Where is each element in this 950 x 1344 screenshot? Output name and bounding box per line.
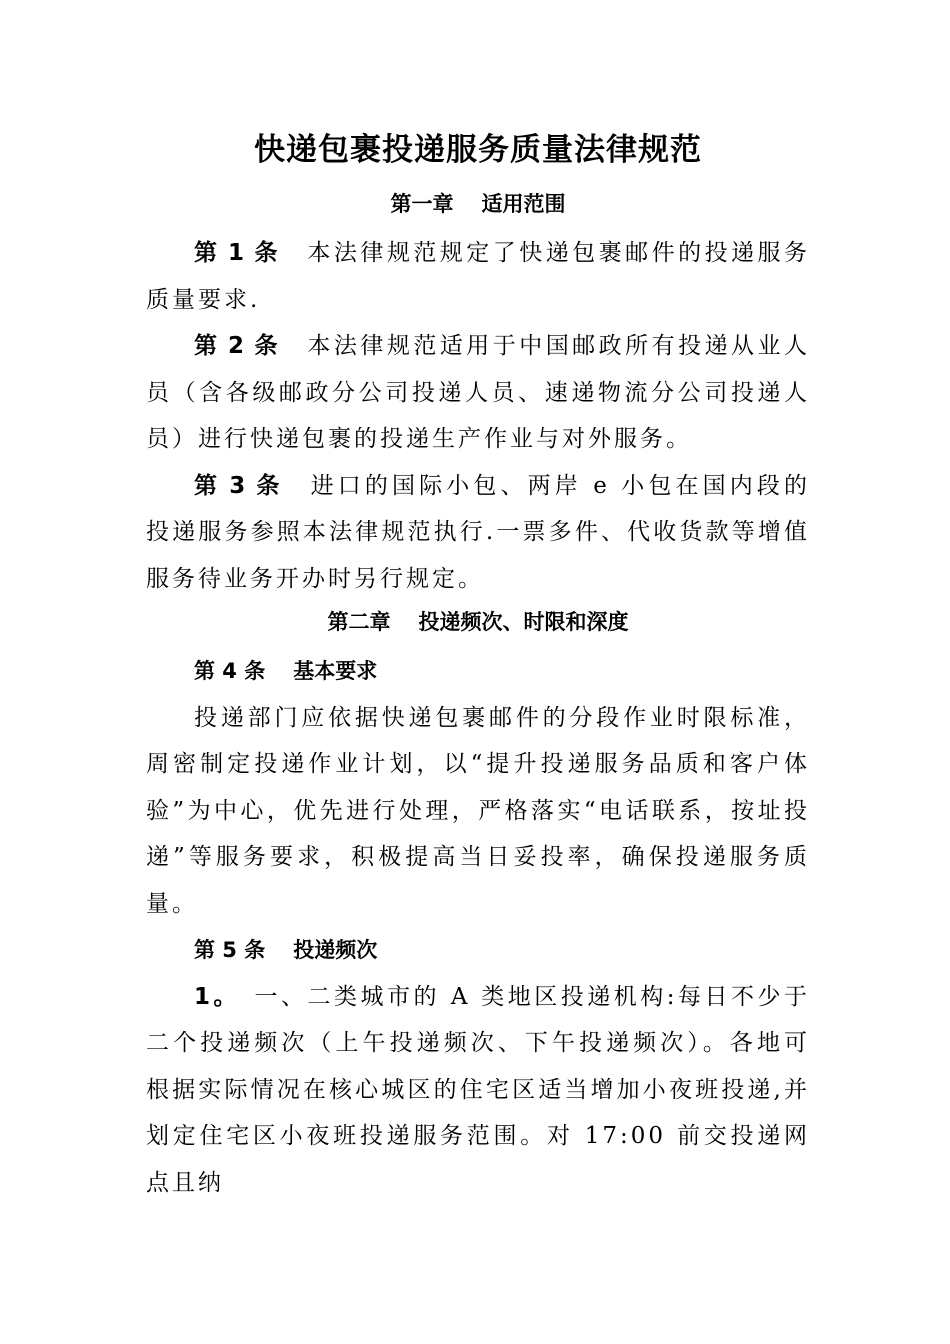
document-title: 快递包裹投递服务质量法律规范	[254, 132, 702, 168]
chapter-1-title: 适用范围	[481, 192, 566, 216]
article-3-text: 进口的国际小包、两岸 e 小包在国内段的投递服务参照本法律规范执行.一票多件、代收货款等增值服务待业务开办时另行规定。	[146, 472, 810, 592]
article-4-body: 投递部门应依据快递包裹邮件的分段作业时限标准，周密制定投递作业计划，以“提升投递服务品质和客户体验”为中心，优先进行处理，严格落实“电话联系，按址投递”等服务要求，积极提高当日妥投率，确保投递服务质量。	[146, 704, 810, 917]
article-5-item-1	[146, 974, 810, 1207]
article-4-label: 第 4 条	[194, 659, 266, 683]
chapter-2-title: 投递频次、时限和深度	[418, 610, 629, 634]
chapter-1-number: 第一章	[390, 192, 454, 216]
chapter-1-heading	[146, 184, 810, 224]
article-5-item-1-text: 一、二类城市的 A 类地区投递机构:每日不少于二个投递频次（上午投递频次、下午投递频次）。各地可根据实际情况在核心城区的住宅区适当增加小夜班投递,并划定住宅区小夜班投递服务范围。对 17:00 前交投递网点且纳	[146, 983, 810, 1196]
article-5-item-1-number: 1。	[194, 983, 241, 1010]
chapter-2-number: 第二章	[327, 610, 391, 634]
article-2	[146, 323, 810, 463]
article-5-title: 投递频次	[293, 938, 378, 962]
chapter-2-heading	[146, 602, 810, 642]
article-3	[146, 463, 810, 603]
article-2-label: 第 2 条	[194, 333, 279, 359]
article-2-text: 本法律规范适用于中国邮政所有投递从业人员（含各级邮政分公司投递人员、速递物流分公司投递人员）进行快递包裹的投递生产作业与对外服务。	[146, 333, 810, 452]
article-1	[146, 230, 810, 323]
article-5-label: 第 5 条	[194, 938, 266, 962]
article-1-text: 本法律规范规定了快递包裹邮件的投递服务质量要求.	[146, 240, 810, 313]
article-4-heading	[146, 648, 810, 695]
article-4-title: 基本要求	[293, 659, 378, 683]
article-1-label: 第 1 条	[194, 240, 279, 266]
article-3-label: 第 3 条	[194, 472, 282, 499]
document-page	[146, 118, 810, 1206]
article-5-heading	[146, 927, 810, 974]
